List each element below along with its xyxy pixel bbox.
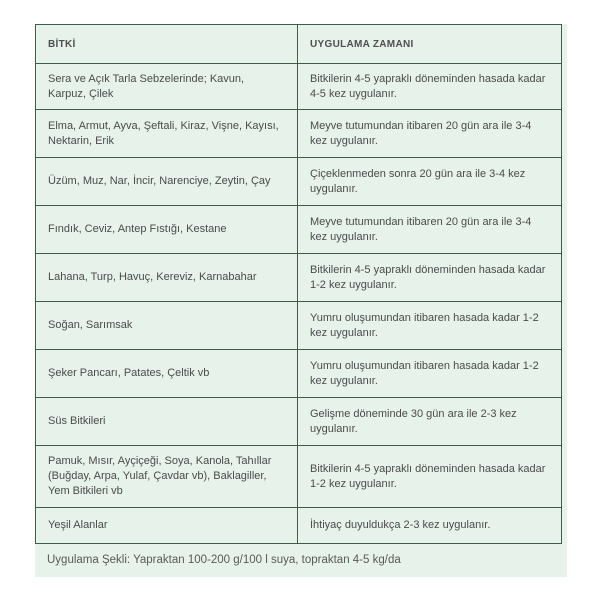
table-row <box>36 508 562 544</box>
table-row <box>36 110 562 158</box>
time-cell: Bitkilerin 4-5 yapraklı döneminden hasada kadar 1-2 kez uygulanır. <box>298 254 562 302</box>
table-row <box>36 398 562 446</box>
time-cell: Yumru oluşumundan itibaren hasada kadar 1-2 kez uygulanır. <box>298 350 562 398</box>
content-panel <box>35 24 567 577</box>
table-row <box>36 64 562 110</box>
plant-cell: Fındık, Ceviz, Antep Fıstığı, Kestane <box>36 206 298 254</box>
table-row <box>36 158 562 206</box>
table-row <box>36 302 562 350</box>
table-row <box>36 206 562 254</box>
plant-cell: Süs Bitkileri <box>36 398 298 446</box>
time-cell: Meyve tutumundan itibaren 20 gün ara ile 3-4 kez uygulanır. <box>298 206 562 254</box>
time-cell: İhtiyaç duyuldukça 2-3 kez uygulanır. <box>298 508 562 544</box>
time-cell: Meyve tutumundan itibaren 20 gün ara ile 3-4 kez uygulanır. <box>298 110 562 158</box>
time-cell: Bitkilerin 4-5 yapraklı döneminden hasada kadar 4-5 kez uygulanır. <box>298 64 562 110</box>
plant-cell: Üzüm, Muz, Nar, İncir, Narenciye, Zeytin, Çay <box>36 158 298 206</box>
time-cell: Çiçeklenmeden sonra 20 gün ara ile 3-4 kez uygulanır. <box>298 158 562 206</box>
plant-cell: Yeşil Alanlar <box>36 508 298 544</box>
time-cell: Gelişme döneminde 30 gün ara ile 2-3 kez uygulanır. <box>298 398 562 446</box>
application-table <box>35 24 562 544</box>
time-cell: Yumru oluşumundan itibaren hasada kadar 1-2 kez uygulanır. <box>298 302 562 350</box>
application-method-note: Uygulama Şekli: Yapraktan 100-200 g/100 l suya, topraktan 4-5 kg/da <box>47 554 401 566</box>
plant-cell: Elma, Armut, Ayva, Şeftali, Kiraz, Vişne, Kayısı, Nektarin, Erik <box>36 110 298 158</box>
plant-cell: Şeker Pancarı, Patates, Çeltik vb <box>36 350 298 398</box>
header-plant: BİTKİ <box>36 25 298 64</box>
table-row <box>36 254 562 302</box>
table-row <box>36 350 562 398</box>
plant-cell: Lahana, Turp, Havuç, Kereviz, Karnabahar <box>36 254 298 302</box>
plant-cell: Pamuk, Mısır, Ayçiçeği, Soya, Kanola, Tahıllar (Buğday, Arpa, Yulaf, Çavdar vb), Baklagiller, Yem Bitkileri vb <box>36 446 298 508</box>
table-header-row <box>36 25 562 64</box>
plant-cell: Sera ve Açık Tarla Sebzelerinde; Kavun, Karpuz, Çilek <box>36 64 298 110</box>
header-application-time: UYGULAMA ZAMANI <box>298 25 562 64</box>
time-cell: Bitkilerin 4-5 yapraklı döneminden hasada kadar 1-2 kez uygulanır. <box>298 446 562 508</box>
table-row <box>36 446 562 508</box>
plant-cell: Soğan, Sarımsak <box>36 302 298 350</box>
